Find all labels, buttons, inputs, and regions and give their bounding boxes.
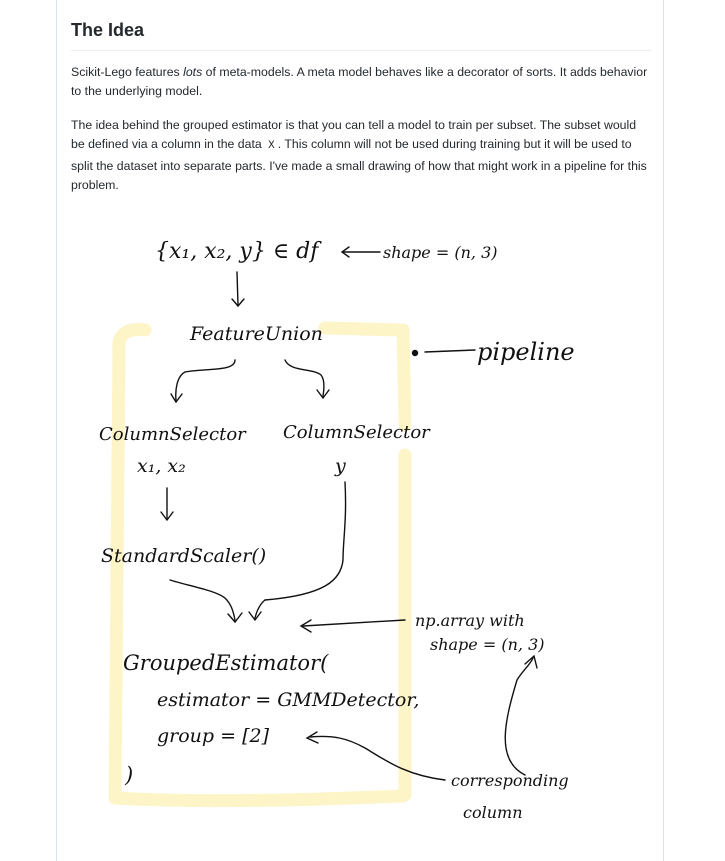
intro-paragraph (71, 63, 649, 102)
dataset-label: {x₁, x₂, y} ∈ df (155, 239, 319, 264)
group-arg-label: group = [2] (157, 725, 269, 747)
grouped-estimator-label: GroupedEstimator( (123, 651, 329, 675)
explanation-paragraph (71, 116, 649, 195)
array-note-line1: np.array with (415, 611, 525, 630)
shape-label: shape = (n, 3) (383, 243, 498, 262)
inline-code-x: X (268, 140, 275, 153)
intro-text-after: of meta-models. A meta model behaves like a decorator of sorts. It adds behavior to the underlying model. (71, 65, 648, 99)
intro-emphasis: lots (183, 65, 203, 79)
intro-text-before: Scikit-Lego features (71, 65, 184, 79)
column-selector-left-label: ColumnSelector (99, 424, 246, 445)
pipeline-drawing (85, 200, 625, 840)
explanation-text-after: . This column will not be used during training but it will be used to split the dataset into separate parts. I've made a small drawing of how that might work in a pipeline for this problem. (71, 137, 647, 192)
left-columns-label: x₁, x₂ (137, 455, 186, 477)
section-title: The Idea (71, 20, 651, 51)
feature-union-label: FeatureUnion (190, 323, 323, 345)
pipeline-label: pipeline (477, 338, 575, 366)
closing-paren-label: ) (125, 763, 134, 787)
column-label: column (463, 803, 523, 822)
array-note-line2: shape = (n, 3) (430, 635, 545, 654)
explanation-text-before: The idea behind the grouped estimator is that you can tell a model to train per subset. The subset would be defined via a column in the data (71, 118, 637, 152)
corresponding-label: corresponding (451, 771, 569, 790)
estimator-arg-label: estimator = GMMDetector, (157, 689, 420, 711)
scaler-label: StandardScaler() (101, 545, 267, 567)
right-column-label: y (335, 455, 346, 477)
column-selector-right-label: ColumnSelector (283, 422, 430, 443)
